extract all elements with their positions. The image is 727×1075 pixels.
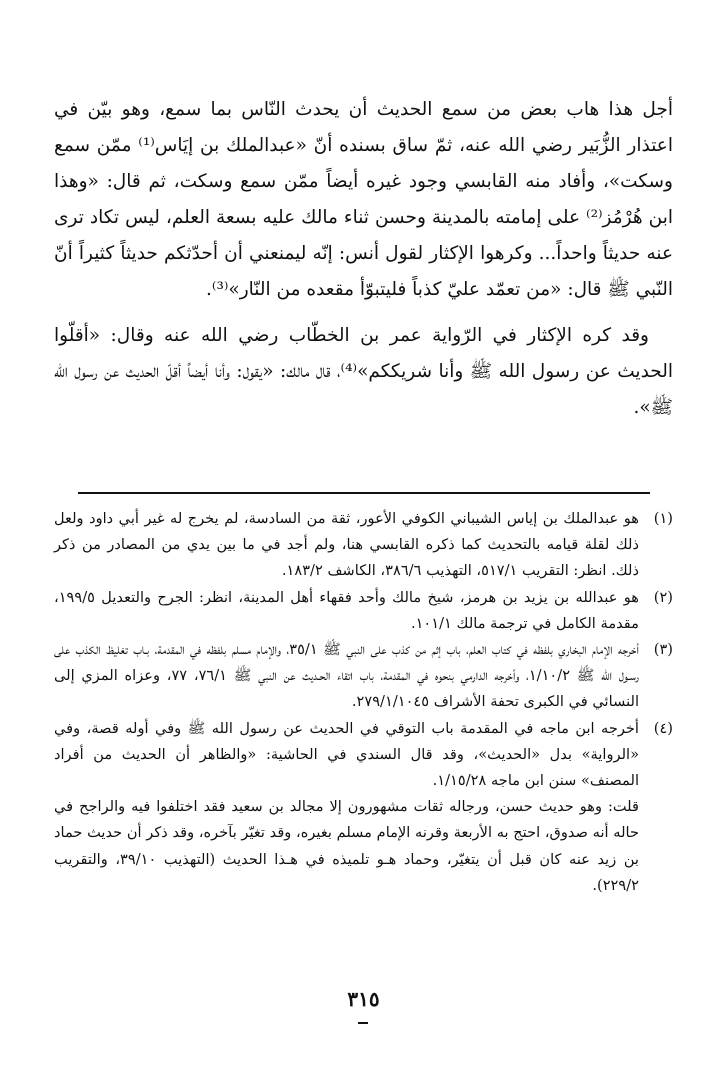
footnote-divider [78,492,650,494]
footnotes-section [54,506,673,899]
footnote-text: هو عبدالملك بن إياس الشيباني الكوفي الأعور، ثقة من السادسة، لم يخرج له غير أبي داود ولعل ذلك لقلة قيامه بالتحديث كما ذكره القابسي هنا، ولم أجد في ما بين يدي من المصادر من ذكر ذلك. انظر: التقريب ٥١٧/١، التهذيب ٣٨٦/٦، الكاشف ١٨٣/٢. [54,510,639,580]
footnote-4-note: قلت: وهو حديث حسن، ورجاله ثقات مشهورون إلا مجالد بن سعيد فقد اختلفوا فيه والراجح في حاله أنه صدوق، احتج به الأربعة وقرنه الإمام مسلم بغيره، وقد تغيّر بآخره، وقد ذكر أن حديث حماد بن زيد عنه كان قبل أن يتغيّر، وحماد هـو تلميذه في هـذا الحديث (التهذيب ٣٩/١٠، والتقريب ٢٢٩/٢). [54,798,639,894]
footnote-3 [54,637,673,716]
footnote-text: هو عبدالله بن يزيد بن هرمز، شيخ مالك وأحد فقهاء أهل المدينة، انظر: الجرح والتعديل ١٩٩/٥، مقدمة الكامل في ترجمة مالك ١٠١/١. [54,588,639,632]
footnote-1 [54,506,673,585]
footnote-text: أخرجه ابن ماجه في المقدمة باب التوقي في الحديث عن رسول الله ﷺ وفي أوله قصة، وفي «الرواية» بدل «الحديث»، وقد قال السندي في الحاشية: «والظاهر أن الحديث من أفراد المصنف» سنن ابن ماجه ١/١٥/٢٨. [54,719,639,790]
footnote-2 [54,585,673,637]
footnote-number: (٢) [653,588,673,606]
footnote-number: (١) [653,510,673,527]
footnote-text: أخرجه الإمام البخاري بلفظه في كتاب العلم، باب إثم من كذب على النبي ﷺ ٣٥/١، والإمام مسلم بلفظه في المقدمة، بـاب تغليظ الكذب على رسـول الله ﷺ ١/١٠/٢، وأخرجه الدارمي بنحوه في المقدمة، باب اتقاء الحـديث عن النبي ﷺ ٧٦/١، ٧٧، وعزاه المزي إلى النسائي في الكبرى تحفة الأشراف ٢٧٩/١/١٠٤٥. [54,641,639,711]
main-text-block [54,92,673,426]
paragraph-1: أجل هذا هاب بعض من سمع الحديث أن يحدث النّاس بما سمع، وهو بيّن في اعتذار الزُّبَير رضي الله عنه، ثمّ ساق بسنده أنّ «عبدالملك بن إيَاس⁽¹⁾ ممّن سمع وسكت»، وأفاد منه القابسي وجود غيره أيضاً ممّن سمع وسكت، ثم قال: «وهذا ابن هُرْمُز⁽²⁾ على إمامته بالمدينة وحسن ثناء مالك عليه بسعة العلم، ليس تكاد ترى عنه حديثاً واحداً... وكرهوا الإكثار لقول أنس: إنّه ليمنعني أن أحدّثكم حديثاً كثيراً أنّ النّبي ﷺ قال: «من تعمّد عليّ كذباً فليتبوّأ مقعده من النّار»⁽³⁾. [54,99,673,300]
footnote-4 [54,716,673,795]
body-text [54,92,673,426]
page-number: ٣١٥ [347,987,380,1011]
bottom-dash-mark [358,1022,368,1024]
footnote-number: (٣) [653,641,673,659]
paragraph-2: وقد كره الإكثار في الرّواية عمر بن الخطّاب رضي الله عنه وقال: «أقلّوا الحديث عن رسول الله ﷺ وأنا شريككم»⁽⁴⁾، قال مالك: «يقول: وأنا أيضاً أقلّ الحديث عن رسول الله ﷺ». [54,325,674,418]
footnote-number: (٤) [653,719,673,737]
